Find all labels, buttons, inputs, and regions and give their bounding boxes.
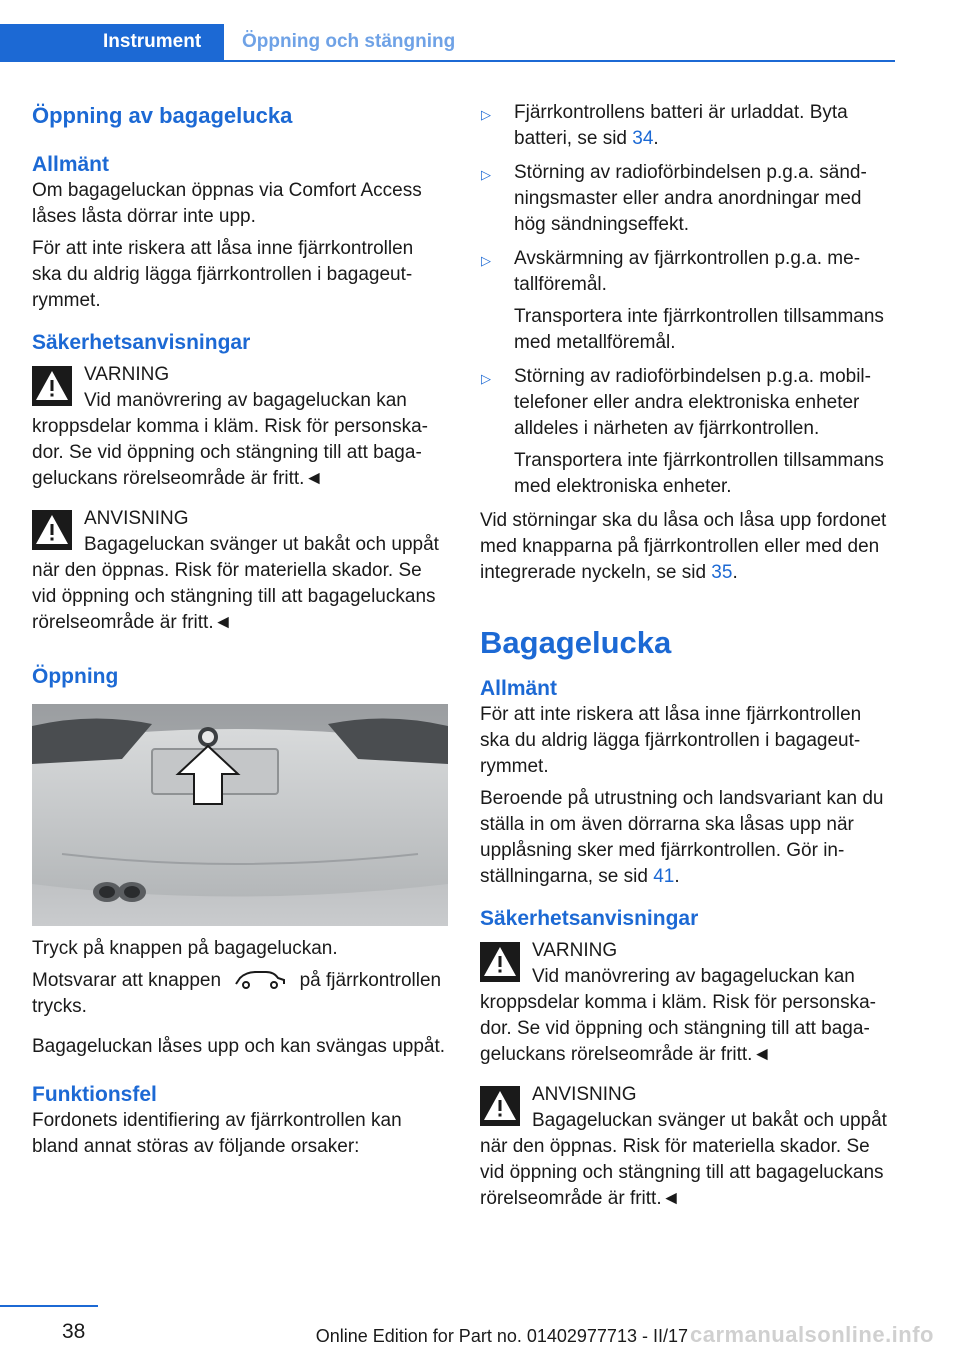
subheading-safety: Säkerhetsanvisningar [480,907,699,930]
bullet-triangle-icon: ▷ [481,253,491,268]
notice-title: ANVISNING [532,1084,637,1105]
list-item [480,246,896,356]
subheading-general: Allmänt [480,677,558,700]
paragraph-malfunction: Fordonets identifiering av fjärrkontrollen kan bland annat störas av följande orsaker: [32,1110,402,1157]
tab-instrument[interactable]: Instrument [0,24,224,60]
warning-block [480,938,896,1068]
list-item-text: Fjärrkontrollens batteri är urladdat. Byta batteri, se sid [514,102,848,149]
warning-triangle-icon [32,366,72,406]
list-item: ▷ Fjärrkontrollens batteri är urladdat. Byta batteri, se sid 34. [481,102,848,149]
paragraph-fault-remedy: Vid störningar ska du låsa och låsa upp fordonet med knapparna på fjärrkontrollen eller med den integrerade nyckeln, se sid 35. [480,510,887,583]
list-item [480,160,896,238]
paragraph-door-unlock-setting: Beroende på utrustning och landsvariant kan du ställa in om även dörrarna ska låsas upp när upplåsning sker med fjärrkontrollen. Gör inställningarna, se sid 41. [480,788,884,887]
list-item-text: Störning av radioförbindelsen p.g.a. mobiltelefoner eller andra elektroniska enheter alldeles i närheten av fjärrkontrollen. [514,366,871,439]
notice-text: Bagageluckan svänger ut bakåt och uppåt när den öppnas. Risk för materiella skador. Se vid öppning och stängning till att bagageluckans rörelseområde är fritt.◄ [480,1110,887,1209]
equivalent-text-end: på fjärrkontrollen trycks. [32,970,442,1017]
door-unlock-text: Beroende på utrustning och landsvariant kan du ställa in om även dörrarna ska låsas upp när upplåsning sker med fjärrkontrollen. Gör inställningarna, se sid [480,788,884,887]
paragraph-remote-warning: För att inte riskera att låsa inne fjärrkontrollen ska du aldrig lägga fjärrkontrollen i bagageutrymmet. [480,704,862,777]
watermark: carmanualsonline.info [690,1322,934,1347]
paragraph-press-button: Tryck på knappen på bagageluckan. [32,938,338,959]
notice-block [480,1082,896,1212]
warning-title: VARNING [532,940,618,961]
tab-opening-closing[interactable]: Öppning och stängning [242,31,456,52]
subheading-safety: Säkerhetsanvisningar [32,331,251,354]
section-title-trunk-opening: Öppning av bagagelucka [32,103,293,128]
warning-triangle-icon [480,942,520,982]
notice-block [32,506,448,636]
trunk-button-illustration [32,704,448,926]
warning-text: Vid manövrering av bagageluckan kan kroppsdelar komma i kläm. Risk för personskador. Se vid öppning och stängning till att bagageluckans rörelseområde är fritt.◄ [32,390,428,489]
subheading-malfunction: Funktionsfel [32,1083,157,1106]
page-link[interactable]: 35 [711,562,733,583]
paragraph-remote-warning: För att inte riskera att låsa inne fjärrkontrollen ska du aldrig lägga fjärrkontrollen i bagageutrymmet. [32,238,414,311]
notice-text: Bagageluckan svänger ut bakåt och uppåt när den öppnas. Risk för materiella skador. Se vid öppning och stängning till att bagageluckans rörelseområde är fritt.◄ [32,534,439,633]
equivalent-text-start: Motsvarar att knappen [32,970,222,991]
list-item-text: Störning av radioförbindelsen p.g.a. sändningsmaster eller andra anordningar med hög sändningseffekt. [514,162,867,235]
notice-title: ANVISNING [84,508,189,529]
car-trunk-key-icon [232,968,288,990]
warning-title: VARNING [84,364,170,385]
bullet-triangle-icon: ▷ [481,167,491,182]
page-number: 38 [62,1320,86,1343]
warning-triangle-icon [480,1086,520,1126]
paragraph-unlock: Bagageluckan låses upp och kan svängas uppåt. [32,1036,446,1057]
paragraph-equivalent [32,968,448,1020]
list-item-subtext: Transportera inte fjärrkontrollen tillsammans med metallföremål. [514,306,884,353]
subheading-general: Allmänt [32,153,110,176]
list-item-subtext: Transportera inte fjärrkontrollen tillsammans med elektroniska enheter. [514,450,884,497]
section-title-trunk-lid: Bagagelucka [480,625,672,660]
page-link[interactable]: 34 [632,128,654,149]
malfunction-causes-list [480,100,896,500]
header-tabbar [0,24,895,62]
right-column [480,100,896,1222]
bullet-triangle-icon: ▷ [481,107,491,122]
left-column [32,100,448,1166]
bullet-triangle-icon: ▷ [481,371,491,386]
list-item [480,364,896,500]
paragraph-comfort-access: Om bagageluckan öppnas via Comfort Access låses låsta dörrar inte upp. [32,180,422,227]
warning-block [32,362,448,492]
edition-text: Online Edition for Part no. 01402977713 - II/17 [315,1326,688,1346]
subheading-opening: Öppning [32,665,119,688]
footer-rule [0,1305,98,1307]
warning-text: Vid manövrering av bagageluckan kan kroppsdelar komma i kläm. Risk för personskador. Se vid öppning och stängning till att bagageluckans rörelseområde är fritt.◄ [480,966,876,1065]
warning-triangle-icon [32,510,72,550]
list-item-text: Avskärmning av fjärrkontrollen p.g.a. metallföremål. [514,248,861,295]
page-link[interactable]: 41 [653,866,675,887]
fault-remedy-text: Vid störningar ska du låsa och låsa upp fordonet med knapparna på fjärrkontrollen eller med den integrerade nyckeln, se sid [480,510,887,583]
